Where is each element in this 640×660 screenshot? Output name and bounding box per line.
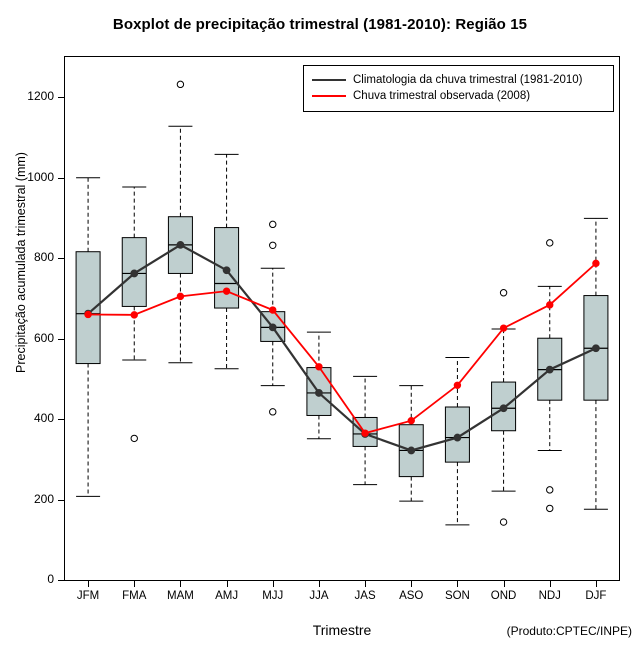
- series-point-observed: [362, 430, 368, 436]
- x-tick-label-mam: MAM: [166, 590, 194, 602]
- series-point-climatology: [177, 241, 184, 248]
- x-tick-mark: [134, 581, 135, 587]
- plot-svg: [65, 57, 619, 580]
- series-point-observed: [500, 325, 506, 331]
- x-tick-label-ndj: NDJ: [538, 590, 561, 602]
- boxplot-mam: [168, 81, 192, 363]
- series-point-observed: [408, 417, 414, 423]
- outlier-point: [270, 221, 276, 227]
- series-point-climatology: [454, 434, 461, 441]
- x-tick-mark: [227, 581, 228, 587]
- x-tick-mark: [550, 581, 551, 587]
- y-tick-mark: [58, 580, 64, 581]
- y-tick-label: 1000: [27, 169, 54, 184]
- outlier-point: [177, 81, 183, 87]
- outlier-point: [270, 409, 276, 415]
- series-point-climatology: [316, 390, 323, 397]
- series-point-observed: [270, 307, 276, 313]
- x-tick-mark: [365, 581, 366, 587]
- x-tick-label-ond: OND: [490, 590, 517, 602]
- y-tick-label: 800: [33, 250, 54, 265]
- x-tick-mark: [180, 581, 181, 587]
- y-tick-label: 0: [47, 572, 54, 586]
- series-point-observed: [85, 311, 91, 317]
- outlier-point: [547, 505, 553, 511]
- x-tick-mark: [88, 581, 89, 587]
- legend-label-climatology: Climatologia da chuva trimestral (1981-2010): [353, 74, 583, 86]
- y-tick-mark: [58, 339, 64, 340]
- x-tick-mark: [411, 581, 412, 587]
- y-tick-mark: [58, 500, 64, 501]
- series-point-climatology: [593, 345, 600, 352]
- series-point-observed: [223, 288, 229, 294]
- y-tick-mark: [58, 419, 64, 420]
- x-axis-label: Trimestre: [312, 622, 372, 638]
- y-tick-label: 400: [33, 411, 54, 426]
- x-tick-mark: [457, 581, 458, 587]
- x-tick-label-jfm: JFM: [76, 590, 100, 602]
- y-tick-label: 1200: [27, 89, 54, 104]
- y-tick-label: 600: [33, 330, 54, 345]
- series-point-climatology: [131, 270, 138, 277]
- y-tick-mark: [58, 258, 64, 259]
- series-point-observed: [593, 260, 599, 266]
- series-point-observed: [131, 312, 137, 318]
- legend-item-observed: [312, 88, 605, 104]
- series-point-observed: [547, 302, 553, 308]
- legend-swatch-climatology: [312, 79, 346, 81]
- plot-area: [64, 56, 620, 581]
- series-point-climatology: [223, 267, 230, 274]
- x-tick-label-son: SON: [444, 590, 470, 602]
- boxplot-jfm: [76, 178, 100, 497]
- x-tick-label-fma: FMA: [122, 590, 147, 602]
- x-tick-label-jja: JJA: [309, 590, 329, 602]
- legend-item-climatology: [312, 72, 605, 88]
- outlier-point: [131, 435, 137, 441]
- series-point-climatology: [269, 324, 276, 331]
- series-point-observed: [316, 364, 322, 370]
- legend-swatch-observed: [312, 95, 346, 97]
- boxplot-aso: [399, 386, 423, 501]
- chart-credit: (Produto:CPTEC/INPE): [506, 624, 632, 638]
- y-axis-label: Precipitação acumulada trimestral (mm): [14, 152, 28, 373]
- x-tick-mark: [273, 581, 274, 587]
- chart-legend: [303, 65, 614, 112]
- y-tick-label: 200: [33, 491, 54, 506]
- boxplot-jja: [307, 332, 331, 439]
- series-point-climatology: [500, 405, 507, 412]
- x-tick-label-mjj: MJJ: [262, 590, 284, 602]
- x-tick-label-jas: JAS: [354, 590, 376, 602]
- y-tick-mark: [58, 178, 64, 179]
- series-line-observed: [88, 263, 596, 433]
- x-tick-label-djf: DJF: [585, 590, 607, 602]
- outlier-point: [500, 519, 506, 525]
- boxplot-amj: [215, 154, 239, 368]
- outlier-point: [547, 240, 553, 246]
- outlier-point: [270, 242, 276, 248]
- series-point-climatology: [546, 366, 553, 373]
- x-tick-mark: [504, 581, 505, 587]
- legend-label-observed: Chuva trimestral observada (2008): [353, 90, 531, 102]
- series-line-climatology: [88, 245, 596, 451]
- outlier-point: [547, 487, 553, 493]
- series-point-climatology: [408, 447, 415, 454]
- x-tick-mark: [596, 581, 597, 587]
- x-tick-mark: [319, 581, 320, 587]
- y-tick-mark: [58, 97, 64, 98]
- x-tick-label-aso: ASO: [399, 590, 424, 602]
- series-point-observed: [454, 382, 460, 388]
- outlier-point: [500, 290, 506, 296]
- x-tick-label-amj: AMJ: [215, 590, 239, 602]
- chart-title: Boxplot de precipitação trimestral (1981-2010): Região 15: [112, 16, 528, 33]
- series-point-observed: [177, 293, 183, 299]
